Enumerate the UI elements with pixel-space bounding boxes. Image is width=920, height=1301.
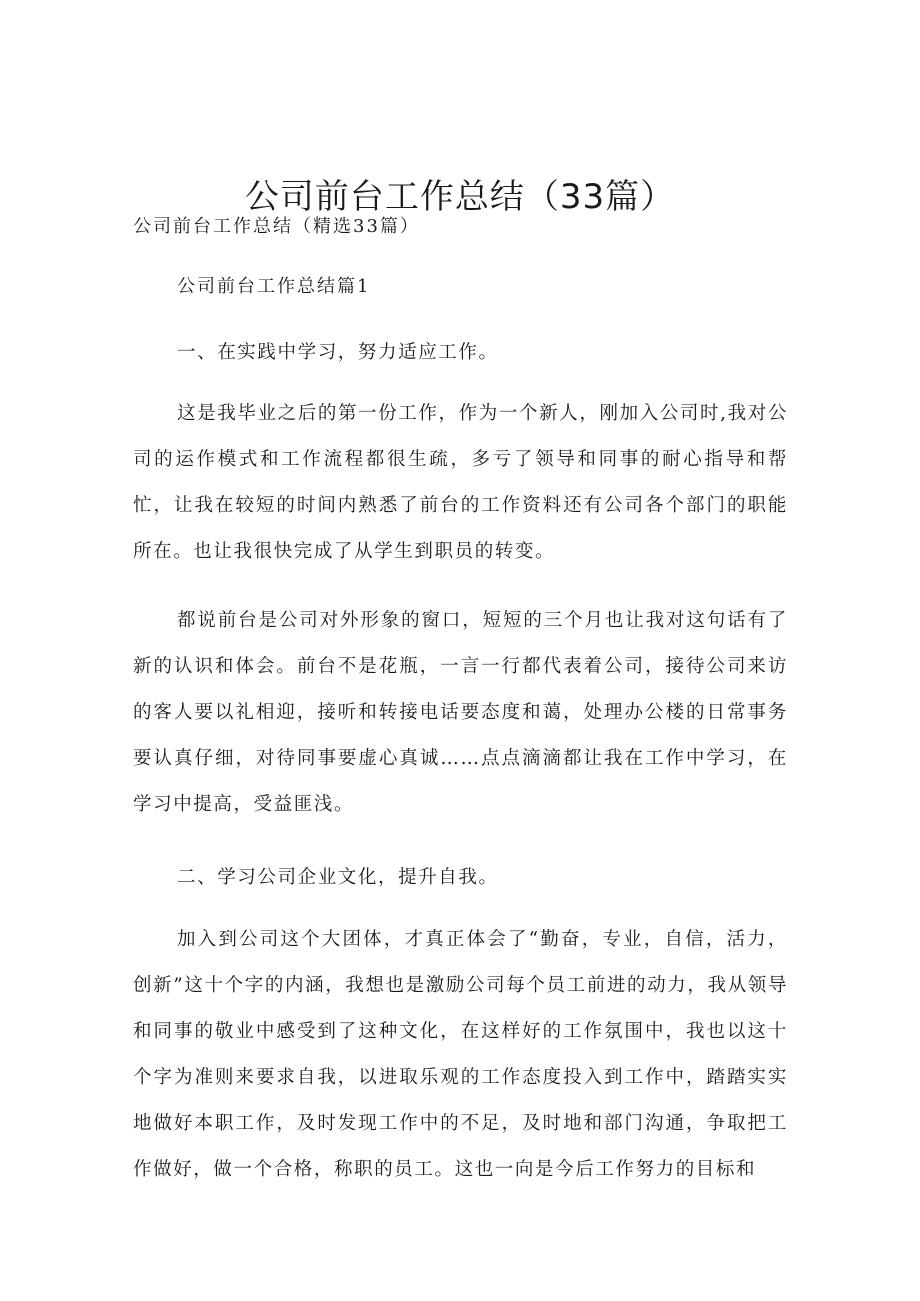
paragraph-team-culture: 加入到公司这个大团体，才真正体会了“勤奋，专业，自信，活力，创新”这十个字的内涵，我想也是激励公司每个员工前进的动力，我从领导和同事的敬业中感受到了这种文化，在这样好的工作氛围中，我也以这十个字为准则来要求自我，以进取乐观的工作态度投入到工作中，踏踏实实地做好本职工作，及时发现工作中的不足，及时地和部门沟通，争取把工作做好，做一个合格，称职的员工。这也一向是今后工作努力的目标和: [133, 929, 788, 1180]
paragraph-front-desk-window: 都说前台是公司对外形象的窗口，短短的三个月也让我对这句话有了新的认识和体会。前台不是花瓶，一言一行都代表着公司，接待公司来访的客人要以礼相迎，接听和转接电话要态度和蔼，处理办公楼的日常事务要认真仔细，对待同事要虚心真诚……点点滴滴都让我在工作中学习，在学习中提高，受益匪浅。: [133, 610, 788, 815]
document-subtitle: 公司前台工作总结（精选33篇）: [133, 216, 420, 237]
heading-company-culture: 二、学习公司企业文化，提升自我。: [177, 867, 499, 888]
paragraph-first-job: 这是我毕业之后的第一份工作，作为一个新人，刚加入公司时,我对公司的运作模式和工作流程都很生疏，多亏了领导和同事的耐心指导和帮忙，让我在较短的时间内熟悉了前台的工作资料还有公司各个部门的职能所在。也让我很快完成了从学生到职员的转变。: [133, 403, 788, 562]
heading-practice-learning: 一、在实践中学习，努力适应工作。: [177, 342, 499, 363]
document-title: 公司前台工作总结（33篇）: [244, 176, 676, 217]
section-heading: 公司前台工作总结篇1: [177, 276, 371, 297]
